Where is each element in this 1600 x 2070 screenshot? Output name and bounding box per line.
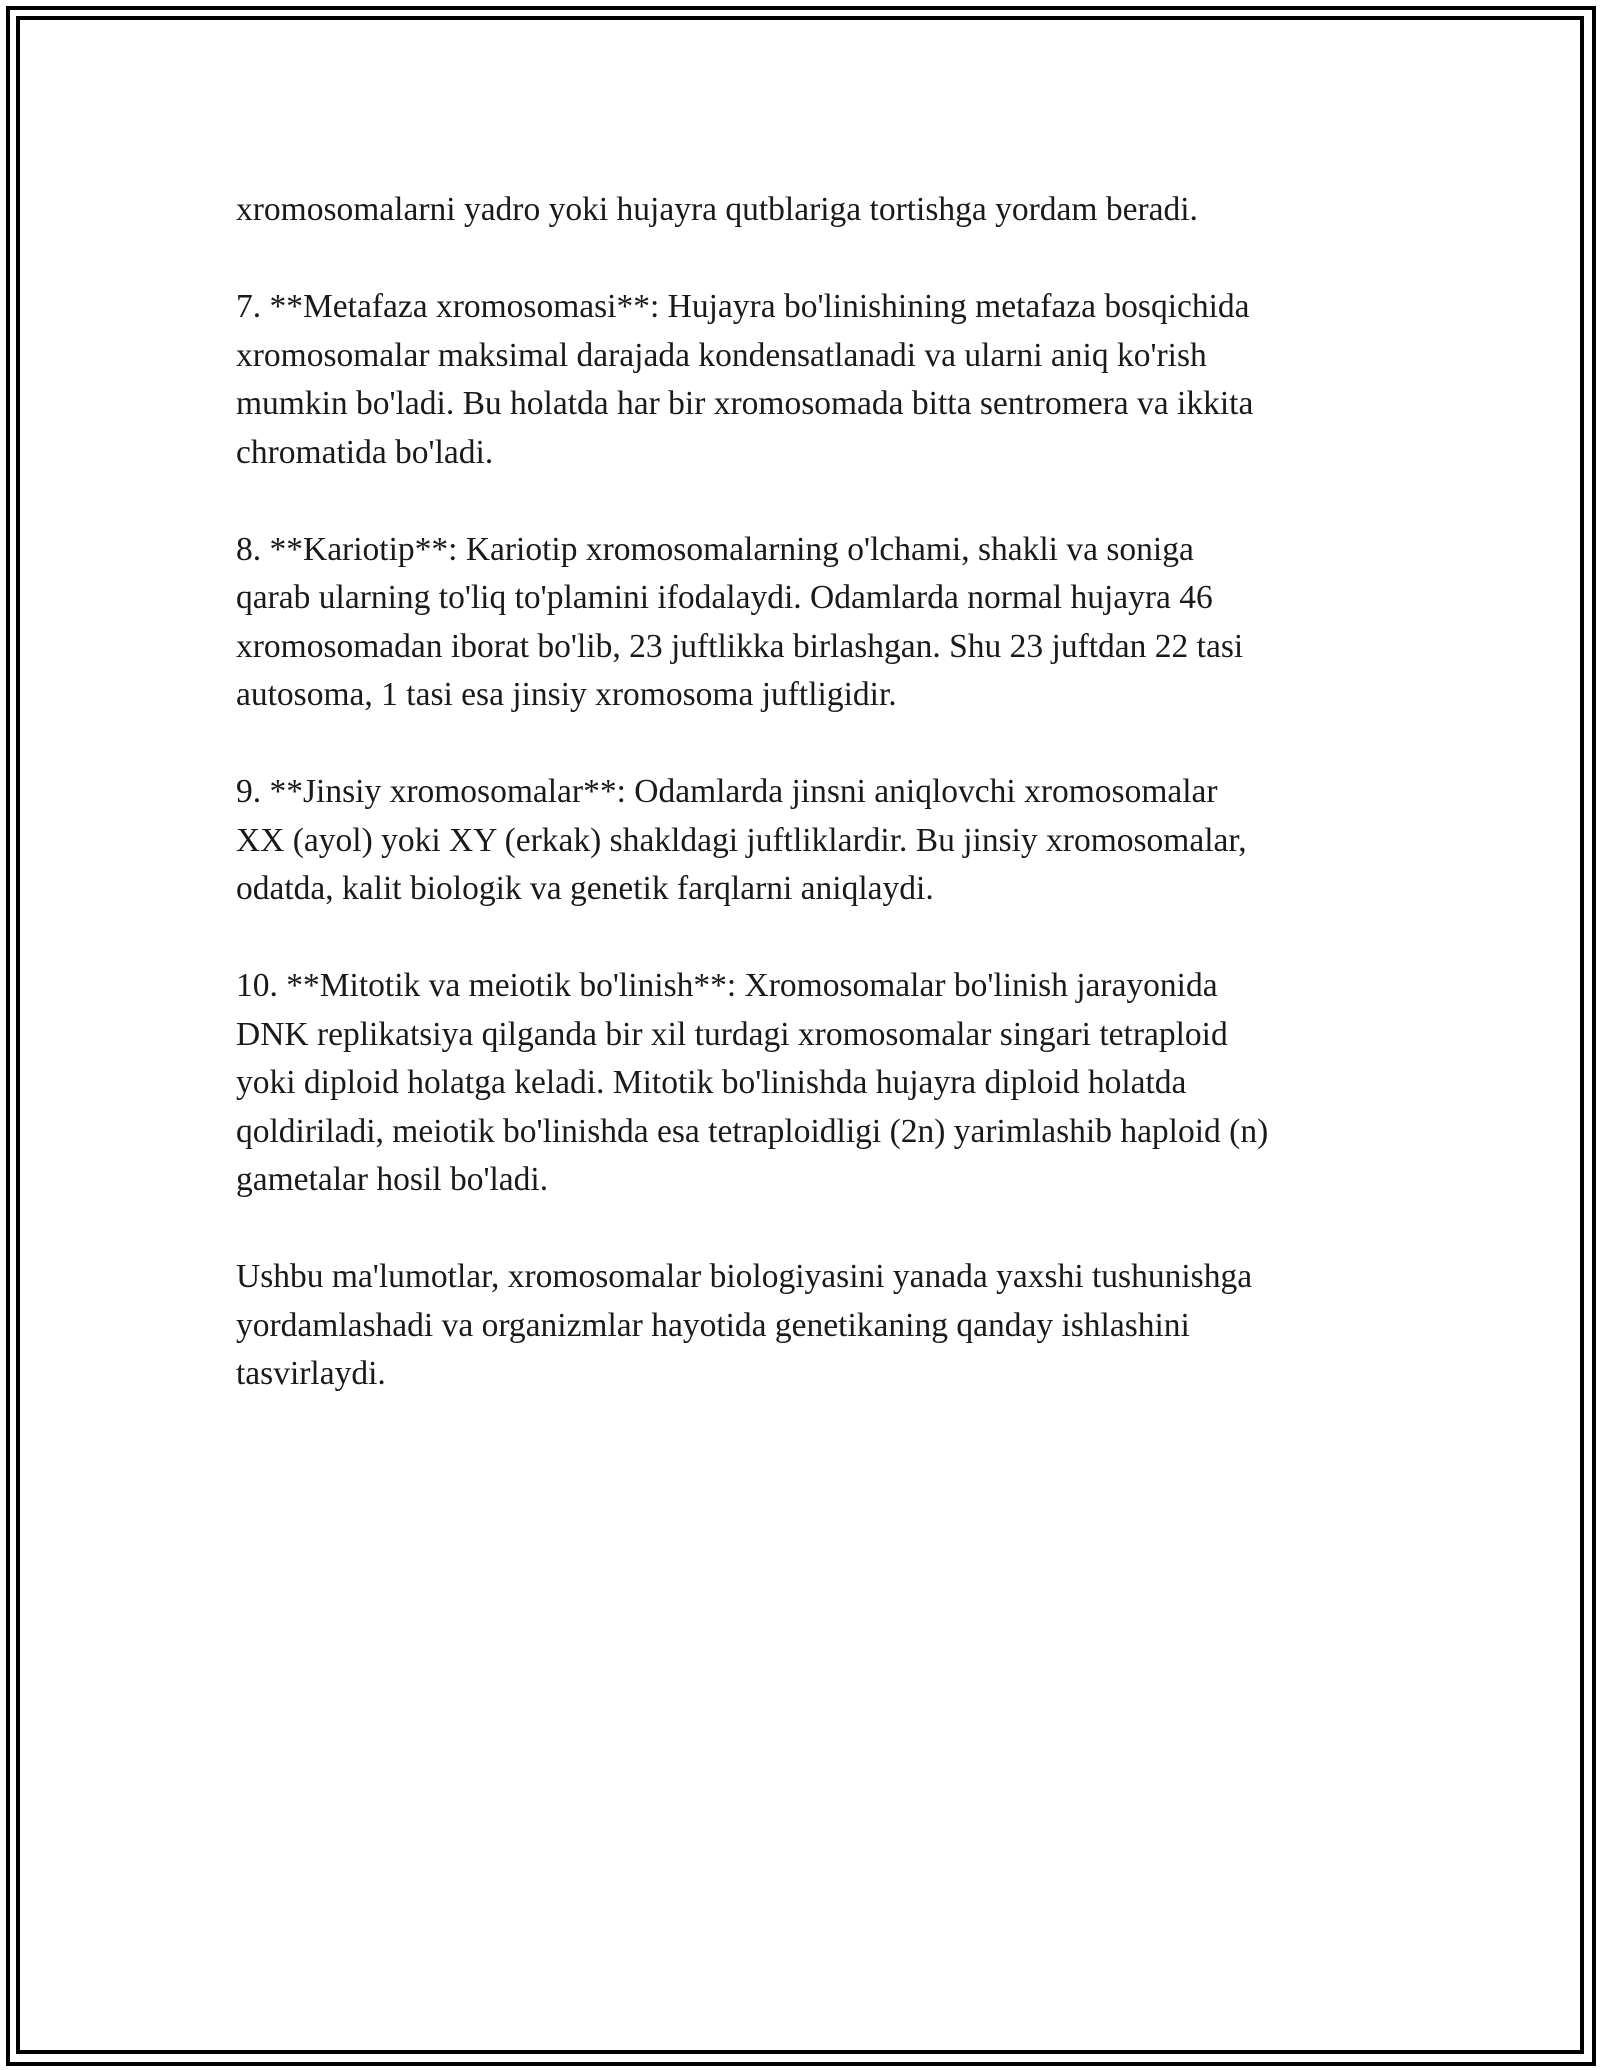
paragraph-continuation: xromosomalarni yadro yoki hujayra qutblariga tortishga yordam beradi.	[236, 191, 1198, 228]
paragraph-metafaza-xromosomasi: 7. **Metafaza xromosomasi**: Hujayra bo'linishining metafaza bosqichida xromosomalar maksimal darajada kondensatlanadi va ularni aniq ko'rish mumkin bo'ladi. Bu holatda har bir xromosomada bitta sentromera va ikkita chromatida bo'ladi.	[236, 288, 1254, 471]
paragraph-kariotip: 8. **Kariotip**: Kariotip xromosomalarning o'lchami, shakli va soniga qarab ularning to'liq to'plamini ifodalaydi. Odamlarda normal hujayra 46 xromosomadan iborat bo'lib, 23 juftlikka birlashgan. Shu 23 juftdan 22 tasi autosoma, 1 tasi esa jinsiy xromosoma juftligidir.	[236, 530, 1244, 713]
paragraph-conclusion: Ushbu ma'lumotlar, xromosomalar biologiyasini yanada yaxshi tushunishga yordamlashadi va organizmlar hayotida genetikaning qanday ishlashini tasvirlaydi.	[236, 1258, 1253, 1392]
paragraph-jinsiy-xromosomalar: 9. **Jinsiy xromosomalar**: Odamlarda jinsni aniqlovchi xromosomalar XX (ayol) yoki XY (erkak) shakldagi juftliklardir. Bu jinsiy xromosomalar, odatda, kalit biologik va genetik farqlarni aniqlaydi.	[236, 773, 1247, 907]
paragraph-mitotik-meiotik: 10. **Mitotik va meiotik bo'linish**: Xromosomalar bo'linish jarayonida DNK replikatsiya qilganda bir xil turdagi xromosomalar singari tetraploid yoki diploid holatga keladi. Mitotik bo'linishda hujayra diploid holatda qoldiriladi, meiotik bo'linishda esa tetraploidligi (2n) yarimlashib haploid (n) gametalar hosil bo'ladi.	[236, 967, 1269, 1198]
document-body	[236, 186, 1376, 1399]
